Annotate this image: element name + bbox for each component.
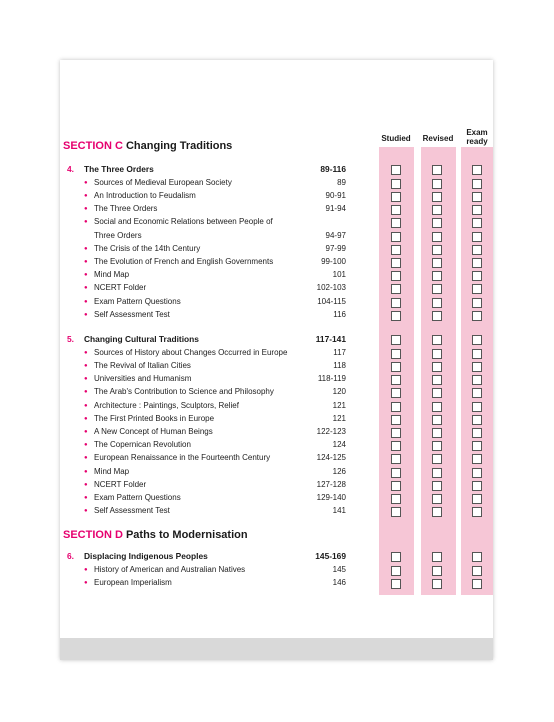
revised-checkbox[interactable] [432,375,442,385]
list-item [84,244,200,253]
list-item [84,427,213,436]
bullet-icon: ● [84,428,88,435]
topic-pages: 145 [332,564,346,574]
revised-checkbox[interactable] [432,284,442,294]
bullet-icon: ● [84,245,88,252]
topic-title: The Copernican Revolution [94,440,191,450]
topic-pages: 94-97 [325,230,346,240]
studied-checkbox[interactable] [391,245,401,255]
revised-checkbox[interactable] [432,428,442,438]
exam-ready-checkbox[interactable] [472,205,482,215]
exam-ready-header [460,128,494,146]
exam-ready-checkbox[interactable] [472,402,482,412]
bullet-icon: ● [84,285,88,292]
list-item [84,493,181,502]
bullet-icon: ● [84,402,88,409]
topic-pages: 118 [333,360,346,370]
revised-checkbox[interactable] [432,507,442,517]
bullet-icon: ● [84,349,88,356]
studied-checkbox[interactable] [391,205,401,215]
bullet-icon: ● [84,192,88,199]
bullet-icon: ● [84,442,88,449]
topic-title: Self Assessment Test [94,506,170,516]
chapter-title-text: The Three Orders [84,164,154,174]
exam-ready-checkbox[interactable] [472,192,482,202]
exam-ready-checkbox[interactable] [472,494,482,504]
studied-checkbox[interactable] [391,566,401,576]
topic-pages: 102-103 [316,283,346,293]
revised-checkbox[interactable] [432,579,442,589]
studied-checkbox[interactable] [391,507,401,517]
section-c-heading [63,140,232,152]
studied-checkbox[interactable] [391,494,401,504]
list-item [84,178,232,187]
bullet-icon: ● [84,298,88,305]
studied-checkbox[interactable] [391,415,401,425]
exam-ready-checkbox[interactable] [472,218,482,228]
topic-pages: 141 [332,506,346,516]
revised-checkbox[interactable] [432,494,442,504]
bullet-icon: ● [84,389,88,396]
studied-checkbox[interactable] [391,552,401,562]
exam-ready-checkbox[interactable] [472,468,482,478]
topic-pages: 126 [332,466,346,476]
studied-checkbox[interactable] [391,468,401,478]
topic-title: Universities and Humanism [94,374,192,384]
list-item [84,480,146,489]
exam-ready-checkbox[interactable] [472,388,482,398]
revised-checkbox[interactable] [432,552,442,562]
topic-title: Sources of Medieval European Society [94,177,232,187]
revised-checkbox[interactable] [432,245,442,255]
exam-ready-checkbox[interactable] [472,271,482,281]
studied-checkbox[interactable] [391,218,401,228]
bullet-icon: ● [84,566,88,573]
list-item [84,297,181,306]
list-item [84,453,270,462]
chapter-number: 5. [67,334,74,344]
studied-checkbox[interactable] [391,179,401,189]
topic-title: The Arab's Contribution to Science and Philosophy [94,387,274,397]
list-item [84,257,273,266]
topic-title: European Imperialism [94,577,172,587]
bullet-icon: ● [84,508,88,515]
bullet-icon: ● [84,362,88,369]
chapter-pages: 89-116 [320,164,346,174]
revised-checkbox[interactable] [432,179,442,189]
list-item [84,361,191,370]
topic-pages: 121 [332,400,346,410]
revised-checkbox[interactable] [432,566,442,576]
studied-checkbox[interactable] [391,375,401,385]
topic-title: A New Concept of Human Beings [94,426,213,436]
topic-pages: 118-119 [317,374,346,384]
list-item [84,204,157,213]
studied-checkbox[interactable] [391,428,401,438]
topic-pages: 116 [333,309,346,319]
exam-ready-checkbox[interactable] [472,481,482,491]
studied-checkbox[interactable] [391,271,401,281]
topic-pages: 120 [332,387,346,397]
chapter-title-text: Changing Cultural Traditions [84,334,199,344]
exam-ready-checkbox[interactable] [472,245,482,255]
exam-ready-checkbox[interactable] [472,258,482,268]
bullet-icon: ● [84,206,88,213]
topic-pages: 101 [332,270,346,280]
chapter-title [67,164,154,174]
page-bottom-band [60,638,493,660]
revised-checkbox[interactable] [432,481,442,491]
bullet-icon: ● [84,376,88,383]
section-c-label: SECTION C [63,140,123,152]
exam-ready-checkbox[interactable] [472,454,482,464]
topic-title: History of American and Australian Natives [94,564,246,574]
exam-ready-checkbox[interactable] [472,232,482,242]
revised-checkbox[interactable] [432,298,442,308]
exam-ready-checkbox[interactable] [472,566,482,576]
topic-title: Exam Pattern Questions [94,296,181,306]
list-item [84,467,129,476]
studied-checkbox[interactable] [391,454,401,464]
topic-pages: 121 [332,413,346,423]
topic-title: The Revival of Italian Cities [94,360,191,370]
exam-ready-line-1: Exam [466,128,488,137]
section-c-title: Changing Traditions [125,140,233,152]
chapter-pages: 145-169 [315,551,346,561]
topic-title: The First Printed Books in Europe [94,413,215,423]
topic-title: Sources of History about Changes Occurred in Europe [94,347,288,357]
topic-pages: 127-128 [316,479,346,489]
revised-checkbox[interactable] [432,232,442,242]
studied-checkbox[interactable] [391,284,401,294]
exam-ready-checkbox[interactable] [472,428,482,438]
bullet-icon: ● [84,455,88,462]
topic-title: Architecture : Paintings, Sculptors, Relief [94,400,239,410]
list-item [84,217,273,226]
exam-ready-checkbox[interactable] [472,165,482,175]
studied-checkbox[interactable] [391,481,401,491]
exam-ready-checkbox[interactable] [472,579,482,589]
exam-ready-line-2: ready [466,137,488,146]
exam-ready-checkbox[interactable] [472,507,482,517]
exam-ready-checkbox[interactable] [472,415,482,425]
topic-pages: 117 [333,347,346,357]
list-item [84,414,214,423]
bullet-icon: ● [84,494,88,501]
section-d-label: SECTION D [63,529,123,541]
topic-title: The Crisis of the 14th Century [94,243,201,253]
bullet-icon: ● [84,481,88,488]
list-item [84,348,287,357]
topic-pages: 122-123 [316,426,346,436]
studied-checkbox[interactable] [391,579,401,589]
studied-checkbox[interactable] [391,258,401,268]
studied-checkbox[interactable] [391,298,401,308]
revised-checkbox[interactable] [432,218,442,228]
topic-pages: 124-125 [316,453,346,463]
revised-checkbox[interactable] [432,311,442,321]
revised-checkbox[interactable] [432,258,442,268]
topic-title: An Introduction to Feudalism [94,190,196,200]
chapter-title-text: Displacing Indigenous Peoples [84,551,208,561]
list-item [84,440,191,449]
revised-checkbox[interactable] [432,415,442,425]
bullet-icon: ● [84,579,88,586]
exam-ready-checkbox[interactable] [472,441,482,451]
bullet-icon: ● [84,468,88,475]
list-item-continued [94,231,142,240]
exam-ready-checkbox[interactable] [472,284,482,294]
revised-checkbox[interactable] [432,349,442,359]
studied-header: Studied [381,134,411,143]
chapter-number: 4. [67,164,74,174]
topic-title: The Three Orders [94,204,158,214]
list-item [84,565,245,574]
list-item [84,374,191,383]
bullet-icon: ● [84,258,88,265]
revised-checkbox[interactable] [432,271,442,281]
studied-checkbox[interactable] [391,311,401,321]
chapter-number: 6. [67,551,74,561]
revised-checkbox[interactable] [432,402,442,412]
revised-checkbox[interactable] [432,388,442,398]
list-item [84,191,196,200]
revised-checkbox[interactable] [432,192,442,202]
revised-checkbox[interactable] [432,441,442,451]
studied-checkbox[interactable] [391,192,401,202]
exam-ready-checkbox[interactable] [472,298,482,308]
chapter-title [67,334,199,344]
topic-pages: 104-115 [317,296,346,306]
exam-ready-checkbox[interactable] [472,552,482,562]
list-item [84,270,129,279]
bullet-icon: ● [84,219,88,226]
exam-ready-checkbox[interactable] [472,362,482,372]
topic-pages: 91-94 [325,204,346,214]
topic-title: NCERT Folder [94,479,147,489]
bullet-icon: ● [84,415,88,422]
topic-pages: 89 [337,177,346,187]
topic-pages: 129-140 [316,492,346,502]
section-d-title: Paths to Modernisation [125,529,248,541]
studied-checkbox[interactable] [391,165,401,175]
topic-pages: 124 [332,440,346,450]
list-item [84,283,146,292]
studied-checkbox[interactable] [391,388,401,398]
list-item [84,506,170,515]
studied-checkbox[interactable] [391,349,401,359]
studied-checkbox[interactable] [391,232,401,242]
topic-title-continued: Three Orders [94,230,142,240]
topic-pages: 99-100 [321,256,346,266]
topic-title: Social and Economic Relations between People of [94,217,273,227]
exam-ready-checkbox[interactable] [472,335,482,345]
revised-checkbox[interactable] [432,165,442,175]
chapter-title [67,551,208,561]
list-item [84,578,172,587]
revised-checkbox[interactable] [432,335,442,345]
bullet-icon: ● [84,179,88,186]
topic-title: Self Assessment Test [94,309,170,319]
studied-checkbox[interactable] [391,362,401,372]
revised-header: Revised [422,134,454,143]
bullet-icon: ● [84,272,88,279]
bullet-icon: ● [84,311,88,318]
exam-ready-checkbox[interactable] [472,179,482,189]
list-item [84,387,274,396]
topic-title: Mind Map [94,270,130,280]
revised-checkbox[interactable] [432,205,442,215]
revised-checkbox[interactable] [432,454,442,464]
studied-checkbox[interactable] [391,402,401,412]
topic-title: Mind Map [94,466,130,476]
topic-title: The Evolution of French and English Governments [94,256,274,266]
topic-pages: 97-99 [325,243,346,253]
revised-checkbox[interactable] [432,362,442,372]
exam-ready-checkbox[interactable] [472,311,482,321]
studied-checkbox[interactable] [391,335,401,345]
topic-title: European Renaissance in the Fourteenth Century [94,453,271,463]
list-item [84,310,170,319]
revised-checkbox[interactable] [432,468,442,478]
topic-title: NCERT Folder [94,283,147,293]
exam-ready-checkbox[interactable] [472,349,482,359]
topic-pages: 146 [332,577,346,587]
topic-title: Exam Pattern Questions [94,492,181,502]
exam-ready-checkbox[interactable] [472,375,482,385]
topic-pages: 90-91 [325,190,346,200]
list-item [84,401,239,410]
studied-checkbox[interactable] [391,441,401,451]
chapter-pages: 117-141 [315,334,346,344]
section-d-heading [63,529,248,541]
